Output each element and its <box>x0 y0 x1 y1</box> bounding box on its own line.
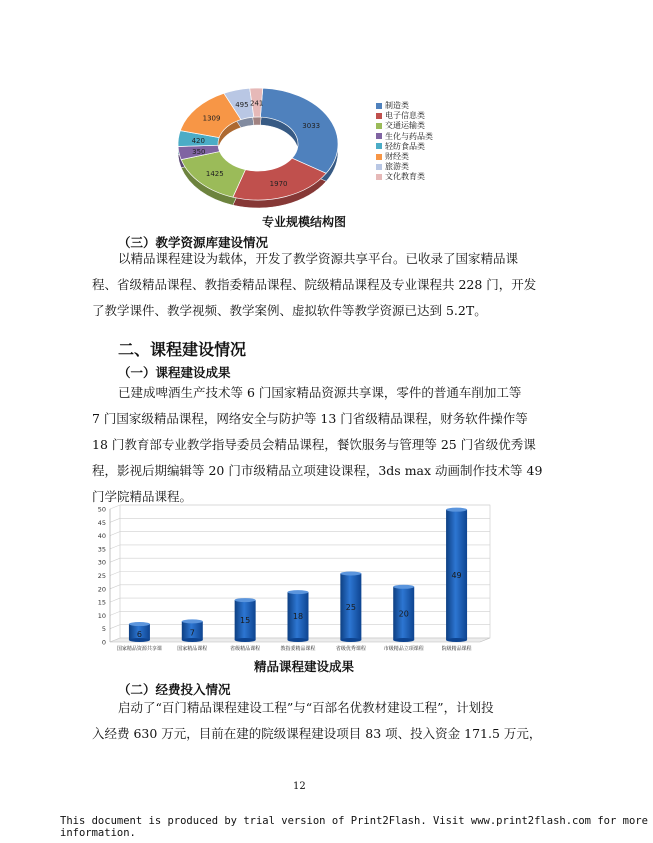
funding-heading: （二）经费投入情况 <box>118 682 231 697</box>
bar-top <box>393 585 414 589</box>
y-tick-label: 35 <box>97 545 106 554</box>
y-tick-label: 30 <box>97 558 106 567</box>
bar-data-label: 6 <box>136 630 142 640</box>
y-tick-label: 40 <box>97 532 106 541</box>
x-category-label: 国家精品课程 <box>177 646 208 652</box>
teaching-resources-heading: （三）教学资源库建设情况 <box>118 235 269 250</box>
bar-top <box>340 572 361 576</box>
bar-data-label: 18 <box>292 612 304 622</box>
paragraph-line: 启动了“百门精品课程建设工程”与“百部名优教材建设工程”，计划投 <box>118 700 494 715</box>
donut-value-label: 495 <box>235 101 249 110</box>
legend-item <box>376 171 425 182</box>
bar-top <box>446 508 467 512</box>
donut-value-label: 420 <box>191 136 205 145</box>
x-category-label: 市级精品立项课程 <box>383 646 424 652</box>
y-tick-label: 50 <box>97 505 106 514</box>
legend-label: 文化教育类 <box>385 172 425 182</box>
paragraph-line: 已建成啤酒生产技术等 6 门国家精品资源共享课，零件的普通车削加工等 <box>118 385 522 400</box>
bar-base <box>446 638 467 642</box>
donut-value-label: 3033 <box>302 121 321 130</box>
y-tick-label: 0 <box>101 638 106 647</box>
legend-label: 制造类 <box>385 101 409 110</box>
bar-base <box>235 638 256 642</box>
bar-top <box>235 598 256 602</box>
y-tick-label: 25 <box>97 572 106 580</box>
paragraph-line: 了教学课件、教学视频、教学案例、虚拟软件等教学资源已达到 5.2T。 <box>92 303 487 318</box>
legend-swatch <box>376 164 382 170</box>
y-tick-label: 5 <box>101 625 106 634</box>
legend-swatch <box>376 143 382 149</box>
x-category-label: 教指委精品课程 <box>280 646 316 652</box>
course-section-heading: 二、课程建设情况 <box>118 340 247 359</box>
x-category-label: 国家精品资源共享课 <box>116 646 162 652</box>
bar-data-label: 15 <box>240 616 251 626</box>
paragraph-line: 7 门国家级精品课程，网络安全与防护等 13 门省级精品课程，财务软件操作等 <box>92 411 528 426</box>
legend-label: 电子信息类 <box>385 111 425 121</box>
legend-swatch <box>376 103 382 109</box>
bar-data-label: 7 <box>189 628 195 638</box>
y-tick-label: 15 <box>97 598 106 607</box>
donut-slice <box>260 88 338 173</box>
legend-swatch <box>376 154 382 160</box>
bar-base <box>182 638 203 642</box>
legend-swatch <box>376 133 382 139</box>
bar-base <box>340 638 361 642</box>
legend-label: 交通运输类 <box>385 121 425 131</box>
paragraph-line: 以精品课程建设为载体，开发了教学资源共享平台。已收录了国家精品课 <box>118 251 519 266</box>
legend-swatch <box>376 113 382 119</box>
paragraph-line: 程，影视后期编辑等 20 门市级精品立项建设课程，3ds max 动画制作技术等 49 <box>92 463 543 478</box>
donut-value-label: 1970 <box>269 179 288 188</box>
donut-chart-title: 专业规模结构图 <box>262 215 347 229</box>
x-category-label: 院级精品课程 <box>441 646 472 652</box>
bar-data-label: 20 <box>398 609 409 619</box>
bar-chart-title: 精品课程建设成果 <box>254 659 355 674</box>
bar-top <box>129 622 150 626</box>
legend-swatch <box>376 123 382 129</box>
bar-top <box>182 619 203 623</box>
y-tick-label: 10 <box>97 611 106 620</box>
y-tick-label: 45 <box>97 518 106 527</box>
legend-label: 轻纺食品类 <box>385 141 425 151</box>
paragraph-line: 门学院精品课程。 <box>92 489 193 504</box>
legend-label: 旅游类 <box>385 162 409 172</box>
footer-notice: This document is produced by trial version of Print2Flash. Visit www.print2flash.com for more information. <box>60 815 648 839</box>
donut-value-label: 1425 <box>205 169 224 178</box>
x-category-label: 省级精品课程 <box>230 646 261 652</box>
paragraph-line: 18 门教育部专业教学指导委员会精品课程，餐饮服务与管理等 25 门省级优秀课 <box>92 437 536 452</box>
legend-swatch <box>376 174 382 180</box>
page-number: 12 <box>293 781 306 792</box>
y-tick-label: 20 <box>97 585 106 594</box>
paragraph-line: 程、省级精品课程、教指委精品课程、院级精品课程及专业课程共 228 门，开发 <box>92 277 537 292</box>
donut-value-label: 241 <box>249 99 264 108</box>
legend-label: 生化与药品类 <box>385 131 433 141</box>
donut-chart <box>170 82 350 212</box>
bar-data-label: 25 <box>345 602 356 612</box>
bar-top <box>288 590 309 594</box>
course-results-heading: （一）课程建设成果 <box>118 365 231 380</box>
bar-base <box>393 638 414 642</box>
donut-value-label: 350 <box>192 147 206 156</box>
bar-chart <box>88 503 508 658</box>
paragraph-line: 入经费 630 万元，目前在建的院级课程建设项目 83 项、投入资金 171.5 万元， <box>92 726 542 741</box>
donut-legend <box>376 100 466 190</box>
bar-base <box>288 638 309 642</box>
legend-label: 财经类 <box>385 152 409 161</box>
x-category-label: 省级优秀课程 <box>335 646 366 652</box>
donut-value-label: 1309 <box>202 114 221 123</box>
bar-data-label: 49 <box>451 570 462 580</box>
